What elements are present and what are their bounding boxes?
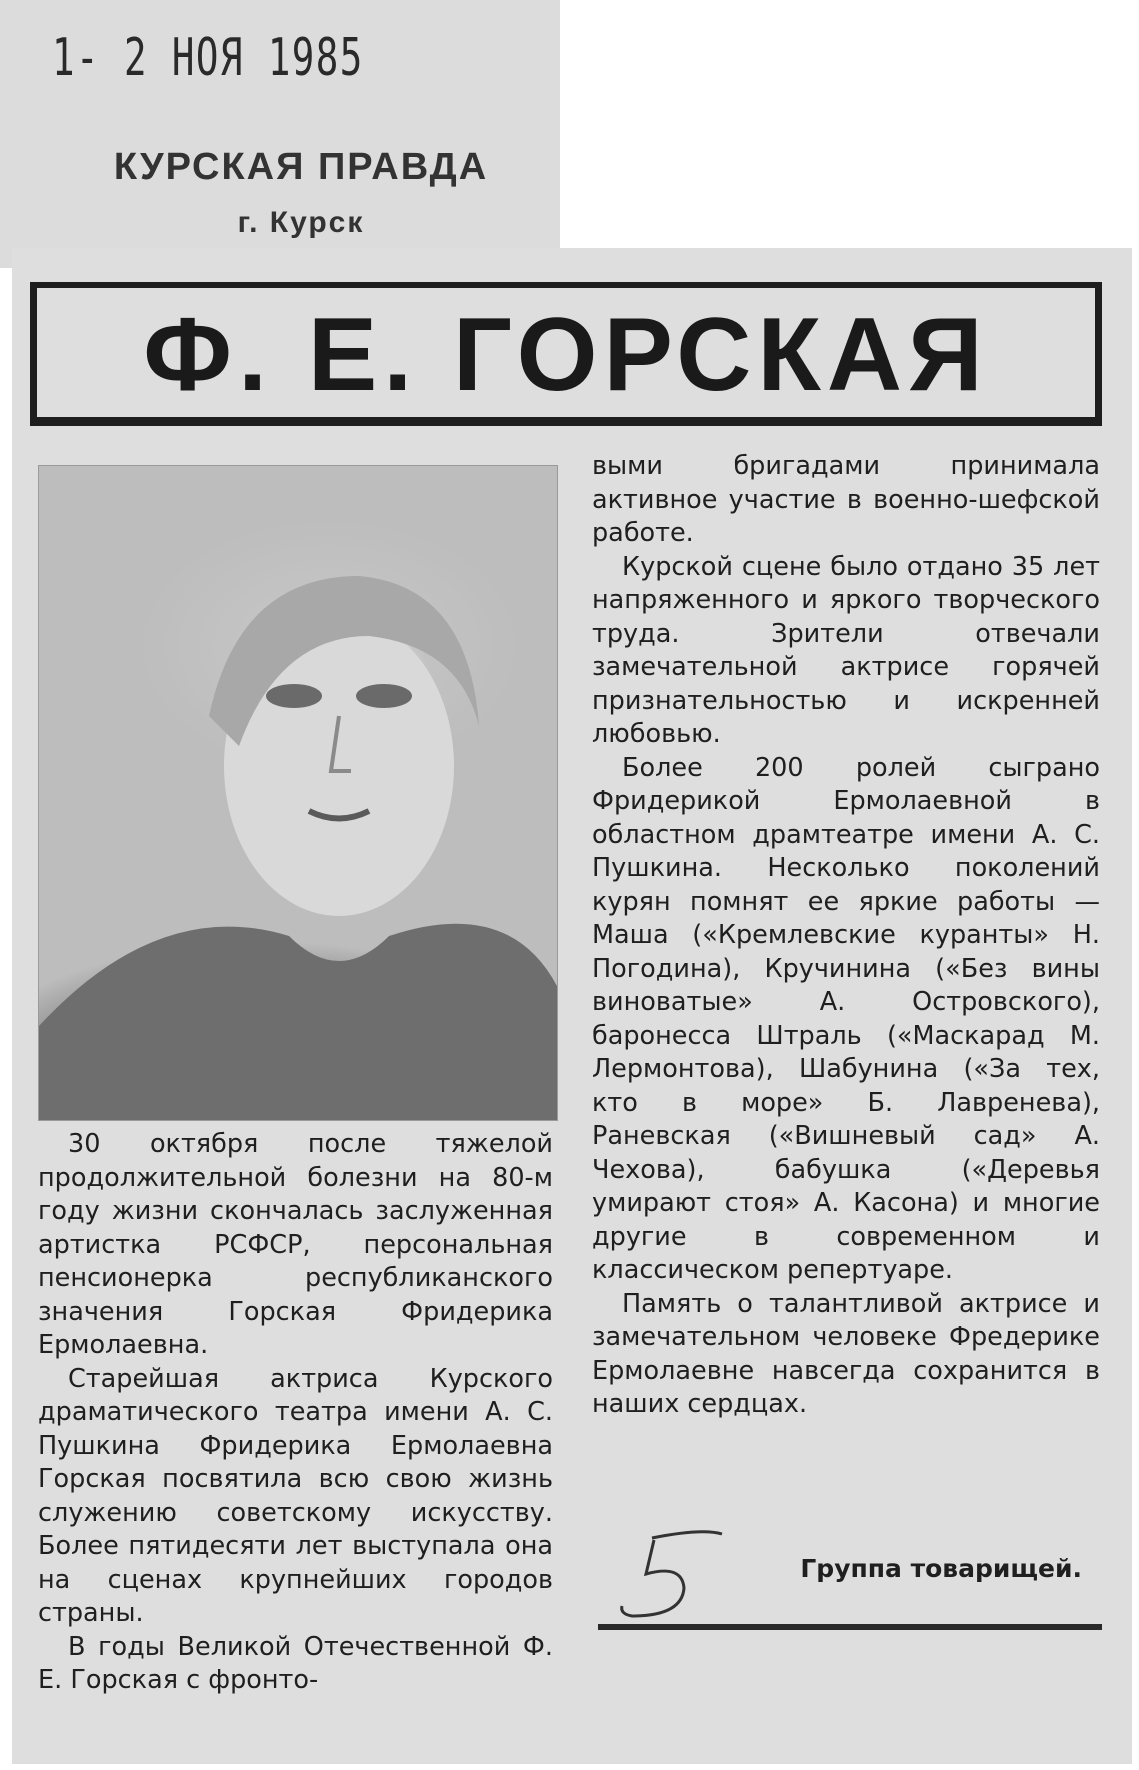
- handwritten-mark: [612, 1528, 732, 1624]
- closing-rule: [598, 1624, 1102, 1630]
- paragraph: Старейшая актриса Курского драматического театра имени А. С. Пушкина Фридерика Ермолаевна Горская посвятила всю свою жизнь служению советскому искусству. Более пятидесяти лет выступала она на сценах крупнейших городов страны.: [38, 1363, 553, 1628]
- portrait-photo: [38, 465, 558, 1121]
- article-column-left: [38, 1128, 553, 1698]
- paragraph: Более 200 ролей сыграно Фридерикой Ермолаевной в областном драмтеатре имени А. С. Пушкина. Несколько поколений курян помнят ее яркие работы — Маша («Кремлевские куранты» Н. Погодина), Кручинина («Без вины виноватые» А. Островского), баронесса Штраль («Маскарад М. Лермонтова), Шабунина («За тех, кто в море» Б. Лавренева), Раневская («Вишневый сад» А. Чехова), бабушка («Деревья умирают стоя» А. Касона) и многие другие в современном и классическом репертуаре.: [592, 752, 1100, 1285]
- signature: Группа товарищей.: [800, 1554, 1082, 1583]
- portrait-sketch: [39, 466, 557, 1120]
- article-column-right: [592, 450, 1100, 1422]
- headline: Ф. Е. ГОРСКАЯ: [143, 297, 989, 413]
- paragraph: В годы Великой Отечественной Ф. Е. Горская с фронто-: [38, 1631, 553, 1695]
- paragraph: выми бригадами принимала активное участие в военно-шефской работе.: [592, 451, 1100, 548]
- paragraph: Память о талантливой актрисе и замечательном человеке Фредерике Ермолаевне навсегда сохранится в наших сердцах.: [592, 1288, 1100, 1419]
- headline-frame: [30, 282, 1102, 426]
- paragraph: Курской сцене было отдано 35 лет напряженного и яркого творческого труда. Зрители отвечали замечательной актрисе горячей признательностью и искренней любовью.: [592, 551, 1100, 749]
- stamp-date: 1- 2 НОЯ 1985: [52, 28, 364, 88]
- stamp-city: г. Курск: [237, 206, 365, 239]
- archive-stamp: [0, 0, 560, 268]
- stamp-newspaper-name: КУРСКАЯ ПРАВДА: [113, 146, 489, 188]
- paragraph: 30 октября после тяжелой продолжительной болезни на 80-м году жизни скончалась заслуженная артистка РСФСР, персональная пенсионерка республиканского значения Горская Фридерика Ермолаевна.: [38, 1129, 553, 1360]
